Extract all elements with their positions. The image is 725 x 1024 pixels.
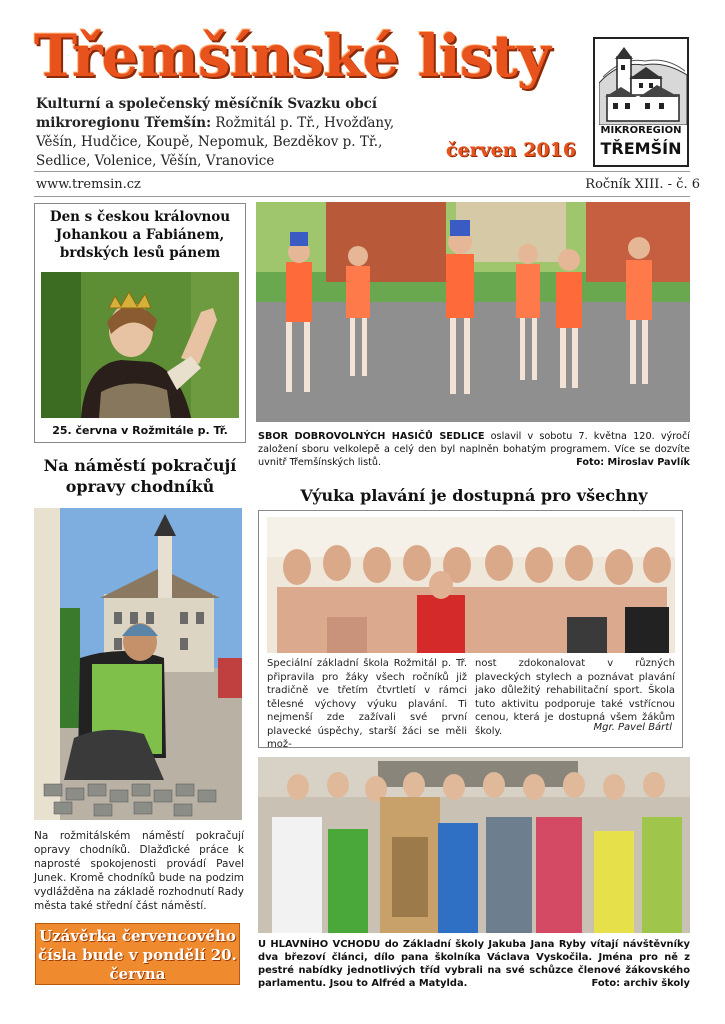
swim-author: Mgr. Pavel Bártl <box>593 722 672 733</box>
deadline-note: Uzávěrka červencového čísla bude v pondělí 20. června <box>35 923 240 985</box>
subtitle-bold: Kulturní a společenský měsíčník Svazku obcí mikroregionu Třemšín: <box>36 96 378 131</box>
school-photo-credit: Foto: archiv školy <box>591 978 690 989</box>
school-caption-body: do Základní školy Jakuba Jana Ryby vítají návštěvníky dva březoví článci, dílo pana školníka Václava Vyskočila. Jména pro ně z pestré nabídky jednotlivých tříd vybrali na své schůzce členové žákovského parlamentu. Jsou to Alfréd a Matylda. <box>258 939 690 989</box>
logo-line2: TŘEMŠÍN <box>600 139 682 158</box>
swim-text-left: Speciální základní škola Rožmitál p. Tř. připravila pro žáky všech ročníků již tradičně ve třetím čtvrtletí v rámci tělesné výchovy výuku plavání. Ti nejmenší zde zažívali své první plavecké úspěchy, starší žáci se měli mož- <box>267 658 467 750</box>
swim-group-photo <box>267 517 675 653</box>
parade-photo <box>256 202 690 422</box>
school-group-photo <box>258 757 690 933</box>
header-divider <box>34 171 690 172</box>
castle-icon <box>599 43 687 125</box>
square-article-text: Na rožmitálském náměstí pokračují opravy chodníků. Dlažďické práce k naprosté spokojenosti provádí Pavel Junek. Kromě chodníků bude na podzim vydlážděna na základě rozhodnutí Rady města také střední část náměstí. <box>34 830 244 912</box>
parade-caption-lead: SBOR DOBROVOLNÝCH HASIČŮ SEDLICE <box>258 431 485 442</box>
masthead-subtitle <box>36 95 426 171</box>
school-caption <box>258 938 690 990</box>
parade-photo-credit: Foto: Miroslav Pavlík <box>576 457 690 468</box>
volume-number: Ročník XIII. - č. 6 <box>585 177 700 192</box>
newspaper-title: Třemšínské listy <box>34 22 550 90</box>
swim-text-right: nost zdokonalovat v různých plaveckých stylech a poznávat plavání jako důležitý rehabilitační sport. Škola tuto aktivitu podporuje také vstřícnou cenou, která je dostupná všem žákům školy. <box>475 658 675 737</box>
parade-caption <box>258 430 690 469</box>
swim-article <box>258 510 683 748</box>
queen-photo <box>41 272 239 418</box>
website-link[interactable]: www.tremsin.cz <box>36 177 141 192</box>
logo-line1: MIKROREGION <box>600 125 682 136</box>
queen-headline: Den s českou královnou Johankou a Fabiánem, brdských lesů pánem <box>49 209 231 261</box>
swim-headline: Výuka plavání je dostupná pro všechny <box>300 486 648 505</box>
square-headline: Na náměstí pokračují opravy chodníků <box>43 456 237 496</box>
issue-month: červen 2016 <box>445 139 576 161</box>
square-photo <box>34 508 242 820</box>
parade-caption-body: oslavil v sobotu 7. května 120. výročí založení sboru velkolepě a celý den byl naplněn bohatým programem. Více se dozvíte uvnitř Třemšínských listů. <box>258 431 690 468</box>
queen-caption: 25. června v Rožmitále p. Tř. <box>52 424 228 437</box>
mikroregion-logo <box>593 37 689 167</box>
subtitle-municipalities: Rožmitál p. Tř., Hvožďany, Věšín, Hudčice, Koupě, Nepomuk, Bezděkov p. Tř., Sedlice, Volenice, Věšín, Vranovice <box>36 115 395 169</box>
header-divider-bottom <box>34 196 690 197</box>
queen-article <box>34 203 246 443</box>
school-caption-lead: U HLAVNÍHO VCHODU <box>258 939 381 950</box>
